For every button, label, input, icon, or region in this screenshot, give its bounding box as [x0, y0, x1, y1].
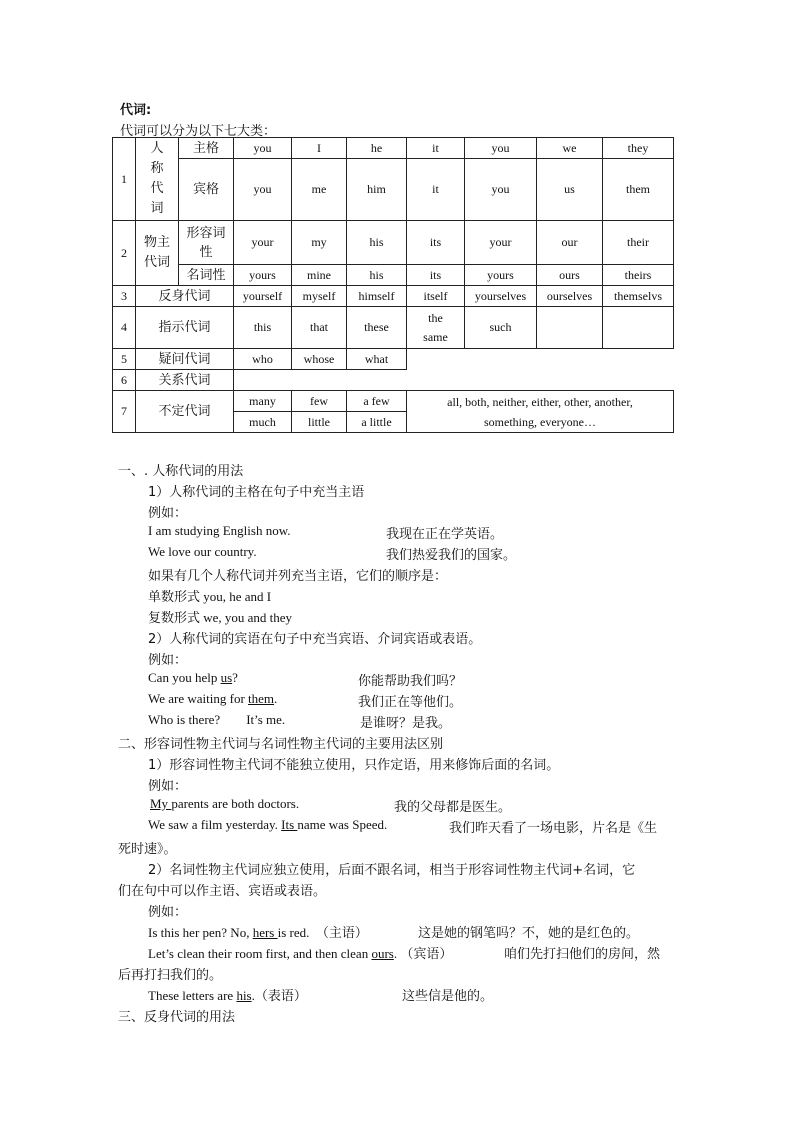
table-row: [113, 349, 674, 370]
example-cn: 我的父母都是医生。: [394, 800, 512, 815]
example-cn: 我现在正在学英语。: [386, 527, 504, 542]
example-cn: 这些信是他的。: [402, 989, 494, 1004]
row-number: 2: [113, 221, 136, 286]
example-cn: 这是她的钢笔吗？不，她的是红色的。: [418, 926, 640, 941]
table-cell: itself: [407, 286, 465, 307]
table-cell: yours: [465, 265, 537, 286]
section-heading: 三、反身代词的用法: [118, 1010, 236, 1025]
category-cell: 人称代词: [136, 138, 179, 221]
table-row: [113, 391, 674, 412]
table-row: [113, 221, 674, 265]
table-row: [113, 138, 674, 159]
example-en: These letters are his.（表语）: [148, 988, 307, 1003]
table-cell: its: [407, 265, 465, 286]
row-number: 6: [113, 370, 136, 391]
table-cell: yourselves: [465, 286, 537, 307]
paragraph: 复数形式 we, you and they: [148, 610, 293, 625]
table-cell: that: [292, 307, 347, 349]
example-en: Is this her pen? No, hers is red. （主语）: [148, 925, 368, 940]
table-cell: whose: [292, 349, 347, 370]
table-cell: I: [292, 138, 347, 159]
category-cell: 指示代词: [136, 307, 234, 349]
table-cell: this: [234, 307, 292, 349]
table-cell: yourself: [234, 286, 292, 307]
example-label: 例如：: [148, 653, 188, 668]
table-cell: his: [347, 265, 407, 286]
example-en: Let’s clean their room first, and then clean ours. （宾语）: [148, 946, 453, 961]
table-cell: these: [347, 307, 407, 349]
category-cell: 疑问代词: [136, 349, 234, 370]
row-number: 4: [113, 307, 136, 349]
category-cell: 物主代词: [136, 221, 179, 286]
paragraph: 如果有几个人称代词并列充当主语，它们的顺序是：: [148, 569, 448, 584]
table-cell: what: [347, 349, 407, 370]
table-cell: theirs: [603, 265, 674, 286]
table-cell: a few: [347, 391, 407, 412]
table-cell: me: [292, 159, 347, 221]
example-cn: 我们正在等他们。: [358, 695, 463, 710]
example-cn: 后再打扫我们的。: [118, 968, 223, 983]
case-label: 主格: [179, 138, 234, 159]
table-cell: little: [292, 412, 347, 433]
table-cell: my: [292, 221, 347, 265]
table-cell: you: [465, 159, 537, 221]
table-cell: you: [465, 138, 537, 159]
category-cell: 反身代词: [136, 286, 234, 307]
table-cell: your: [465, 221, 537, 265]
table-cell: [537, 307, 603, 349]
table-cell: yours: [234, 265, 292, 286]
table-cell: their: [603, 221, 674, 265]
paragraph: 单数形式 you, he and I: [148, 589, 272, 604]
category-cell: 关系代词: [136, 370, 234, 391]
example-en: My parents are both doctors.: [150, 796, 300, 811]
table-cell: you: [234, 138, 292, 159]
table-cell: [603, 307, 674, 349]
page-title: 代词:: [120, 103, 152, 118]
example-en: We love our country.: [148, 544, 257, 559]
table-row: [113, 265, 674, 286]
example-cn: 我们热爱我们的国家。: [386, 548, 517, 563]
row-number: 5: [113, 349, 136, 370]
table-cell: ourselves: [537, 286, 603, 307]
table-cell: who: [234, 349, 292, 370]
table-cell: it: [407, 159, 465, 221]
table-cell: a little: [347, 412, 407, 433]
table-row: [113, 159, 674, 221]
row-number: 1: [113, 138, 136, 221]
table-cell: you: [234, 159, 292, 221]
table-cell: him: [347, 159, 407, 221]
pronoun-table: [112, 137, 674, 433]
table-cell: few: [292, 391, 347, 412]
table-cell: our: [537, 221, 603, 265]
example-cn: 咱们先打扫他们的房间，然: [504, 947, 661, 962]
paragraph: 们在句中可以作主语、宾语或表语。: [118, 884, 327, 899]
table-cell: his: [347, 221, 407, 265]
section-heading: 二、形容词性物主代词与名词性物主代词的主要用法区别: [118, 737, 444, 752]
example-label: 例如：: [148, 905, 188, 920]
table-cell: we: [537, 138, 603, 159]
table-cell: ours: [537, 265, 603, 286]
example-en: Can you help us?: [148, 670, 238, 685]
example-cn: 死时速》。: [118, 842, 177, 857]
example-en: Who is there? It’s me.: [148, 712, 286, 727]
case-label: 名词性: [179, 265, 234, 286]
table-cell: the same: [407, 307, 465, 349]
example-en: We are waiting for them.: [148, 691, 278, 706]
table-cell: himself: [347, 286, 407, 307]
row-number: 7: [113, 391, 136, 433]
example-en: We saw a film yesterday. Its name was Speed.: [148, 817, 388, 832]
table-cell: many: [234, 391, 292, 412]
table-cell: all, both, neither, either, other, another, something, everyone…: [407, 391, 674, 433]
example-label: 例如：: [148, 506, 188, 521]
table-cell: your: [234, 221, 292, 265]
example-cn: 你能帮助我们吗？: [358, 674, 463, 689]
table-cell: its: [407, 221, 465, 265]
example-cn: 是谁呀？是我。: [360, 716, 452, 731]
case-label: 宾格: [179, 159, 234, 221]
paragraph: 2）名词性物主代词应独立使用，后面不跟名词，相当于形容词性物主代词+名词，它: [148, 863, 636, 878]
example-en: I am studying English now.: [148, 523, 291, 538]
paragraph: 1）人称代词的主格在句子中充当主语: [148, 485, 365, 500]
category-cell: 不定代词: [136, 391, 234, 433]
case-label: 形容词性: [179, 221, 234, 265]
paragraph: 2）人称代词的宾语在句子中充当宾语、介词宾语或表语。: [148, 632, 482, 647]
table-cell: us: [537, 159, 603, 221]
table-cell: themselvs: [603, 286, 674, 307]
example-cn: 我们昨天看了一场电影，片名是《生: [449, 821, 658, 836]
table-row: [113, 370, 674, 391]
example-label: 例如：: [148, 779, 188, 794]
table-cell: much: [234, 412, 292, 433]
paragraph: 1）形容词性物主代词不能独立使用，只作定语，用来修饰后面的名词。: [148, 758, 560, 773]
table-cell: he: [347, 138, 407, 159]
table-cell: such: [465, 307, 537, 349]
table-cell: it: [407, 138, 465, 159]
table-cell: mine: [292, 265, 347, 286]
table-cell: myself: [292, 286, 347, 307]
table-row: [113, 307, 674, 349]
intro-text: 代词可以分为以下七大类：: [120, 124, 277, 139]
table-cell: them: [603, 159, 674, 221]
table-cell: they: [603, 138, 674, 159]
section-heading: 一、. 人称代词的用法: [118, 464, 244, 479]
row-number: 3: [113, 286, 136, 307]
table-row: [113, 286, 674, 307]
